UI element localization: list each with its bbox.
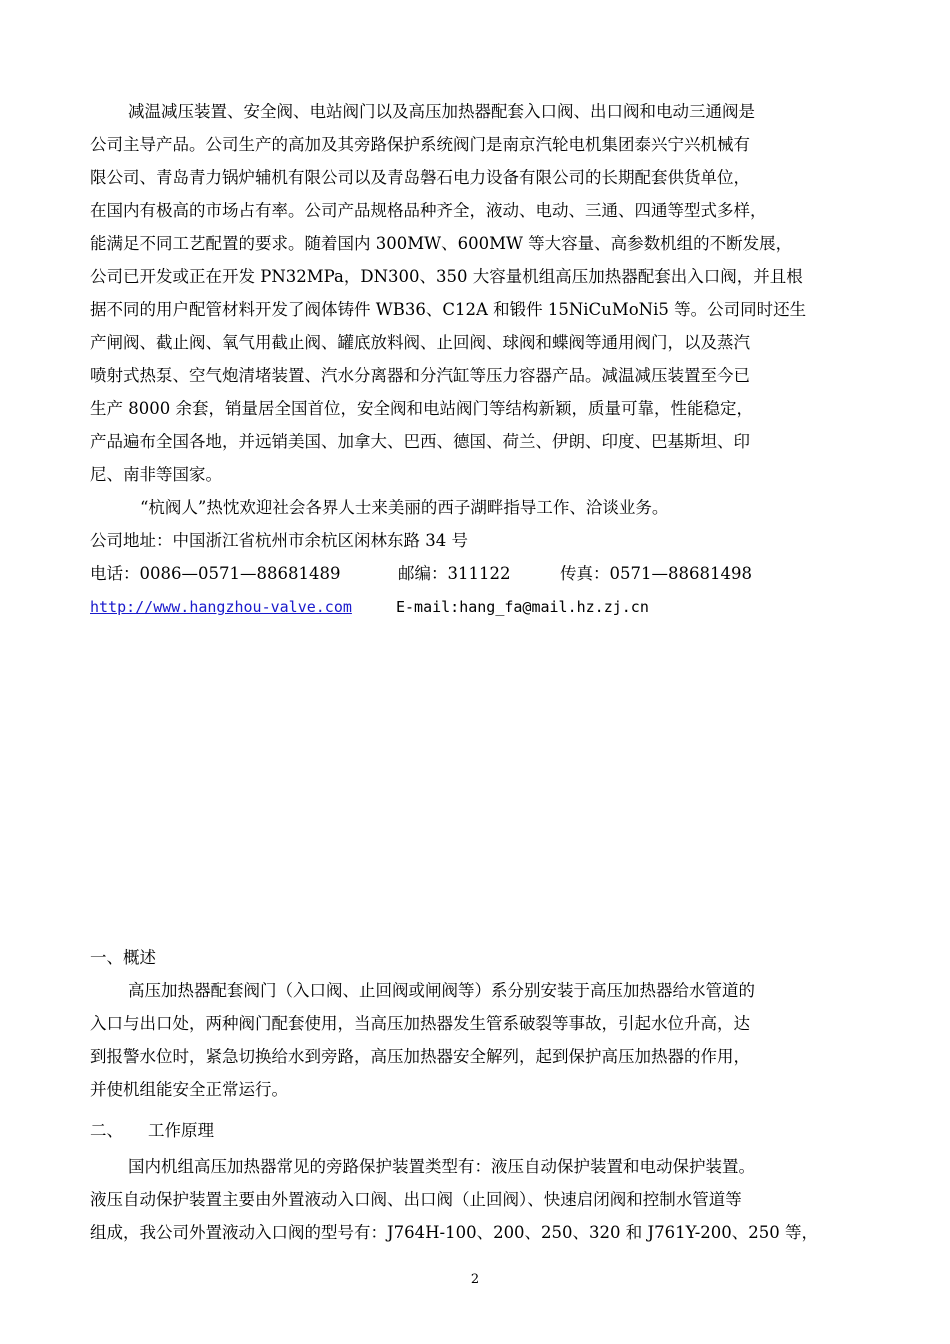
intro-line: 生产 8000 余套，销量居全国首位，安全阀和电站阀门等结构新颖，质量可靠，性能稳定， xyxy=(90,399,753,418)
contact-row xyxy=(90,563,752,585)
phone-number: 电话：0086—0571—88681489 xyxy=(90,564,341,583)
intro-line: 产品遍布全国各地，并远销美国、加拿大、巴西、德国、荷兰、伊朗、印度、巴基斯坦、印 xyxy=(90,432,750,451)
intro-line: 喷射式热泵、空气炮清堵装置、汽水分离器和分汽缸等压力容器产品。减温减压装置至今已 xyxy=(90,366,750,385)
intro-line: 能满足不同工艺配置的要求。随着国内 300MW、600MW 等大容量、高参数机组的不断发展， xyxy=(90,234,793,253)
page-number: 2 xyxy=(470,1272,480,1287)
section1-line: 入口与出口处，两种阀门配套使用，当高压加热器发生管系破裂等事故，引起水位升高，达 xyxy=(90,1014,750,1033)
intro-line: 公司已开发或正在开发 PN32MPa，DN300、350 大容量机组高压加热器配套出入口阀，并且根 xyxy=(90,267,803,286)
section1-line: 到报警水位时，紧急切换给水到旁路，高压加热器安全解列，起到保护高压加热器的作用， xyxy=(90,1047,750,1066)
welcome-text: “杭阀人”热忱欢迎社会各界人士来美丽的西子湖畔指导工作、洽谈业务。 xyxy=(140,498,669,517)
intro-line: 产闸阀、截止阀、氧气用截止阀、罐底放料阀、止回阀、球阀和蝶阀等通用阀门，以及蒸汽 xyxy=(90,333,750,352)
intro-line: 在国内有极高的市场占有率。公司产品规格品种齐全，液动、电动、三通、四通等型式多样， xyxy=(90,201,767,220)
section2-heading-number: 二、 xyxy=(90,1121,123,1140)
company-address: 公司地址：中国浙江省杭州市余杭区闲林东路 34 号 xyxy=(90,531,468,550)
section2-line: 组成，我公司外置液动入口阀的型号有：J764H-100、200、250、320 和 J761Y-200、250 等， xyxy=(90,1223,819,1242)
intro-line: 据不同的用户配管材料开发了阀体铸件 WB36、C12A 和锻件 15NiCuMoNi5 等。公司同时还生 xyxy=(90,300,807,319)
email-address: E-mail:hang_fa@mail.hz.zj.cn xyxy=(396,598,649,616)
section1-heading: 一、概述 xyxy=(90,948,156,967)
section2-line: 国内机组高压加热器常见的旁路保护装置类型有：液压自动保护装置和电动保护装置。 xyxy=(128,1157,755,1176)
website-link[interactable]: http://www.hangzhou-valve.com xyxy=(90,598,352,616)
web-row xyxy=(90,596,649,618)
postcode: 邮编：311122 xyxy=(398,564,511,583)
intro-line: 限公司、青岛青力锅炉辅机有限公司以及青岛磐石电力设备有限公司的长期配套供货单位， xyxy=(90,168,750,187)
section1-line: 并使机组能安全正常运行。 xyxy=(90,1080,288,1099)
intro-line: 公司主导产品。公司生产的高加及其旁路保护系统阀门是南京汽轮电机集团泰兴宁兴机械有 xyxy=(90,135,750,154)
fax-number: 传真：0571—88681498 xyxy=(560,564,752,583)
section1-line: 高压加热器配套阀门（入口阀、止回阀或闸阀等）系分别安装于高压加热器给水管道的 xyxy=(128,981,755,1000)
section2-line: 液压自动保护装置主要由外置液动入口阀、出口阀（止回阀）、快速启闭阀和控制水管道等 xyxy=(90,1190,742,1209)
section2-heading xyxy=(90,1120,214,1142)
section2-heading-text: 工作原理 xyxy=(148,1121,214,1140)
intro-line: 尼、南非等国家。 xyxy=(90,465,222,484)
intro-line: 减温减压装置、安全阀、电站阀门以及高压加热器配套入口阀、出口阀和电动三通阀是 xyxy=(128,102,755,121)
